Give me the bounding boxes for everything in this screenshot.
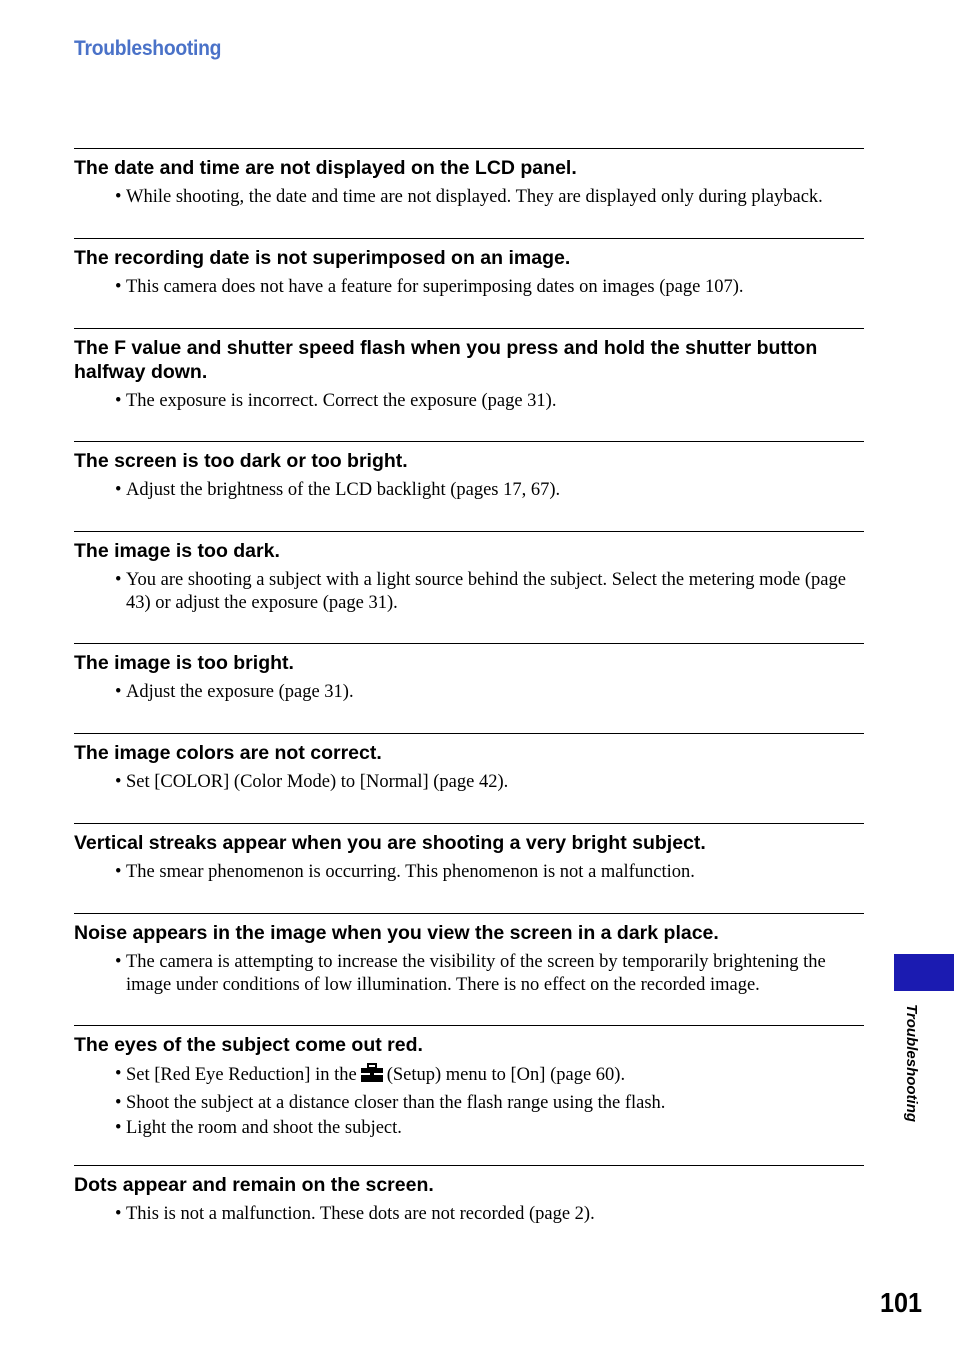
list-item: • The smear phenomenon is occurring. This phenomenon is not a malfunction.	[126, 861, 864, 884]
section-heading: Vertical streaks appear when you are shooting a very bright subject.	[74, 832, 706, 854]
section-screen-brightness	[74, 441, 864, 504]
list-item: • Adjust the exposure (page 31).	[126, 681, 864, 704]
list-item: • The camera is attempting to increase the visibility of the screen by temporarily brightening the image under conditions of low illumination. There is no effect on the recorded image.	[126, 951, 864, 997]
list-item: • Light the room and shoot the subject.	[126, 1117, 864, 1140]
list-item: • This is not a malfunction. These dots are not recorded (page 2).	[126, 1203, 864, 1226]
page-number: 101	[880, 1287, 923, 1318]
section-date-time	[74, 148, 864, 211]
list-item-text: Set [Red Eye Reduction] in the	[126, 1065, 357, 1085]
section-image-too-bright	[74, 643, 864, 706]
setup-toolbox-icon	[360, 1063, 384, 1090]
section-f-value	[74, 328, 864, 415]
side-tab-marker	[894, 954, 954, 991]
list-item: • Adjust the brightness of the LCD backlight (pages 17, 67).	[126, 479, 864, 502]
side-tab-label: Troubleshooting	[903, 1004, 920, 1123]
list-item: • While shooting, the date and time are not displayed. They are displayed only during playback.	[126, 186, 864, 209]
section-red-eye	[74, 1025, 864, 1142]
section-heading: The image colors are not correct.	[74, 742, 382, 764]
running-header-title: Troubleshooting	[74, 37, 222, 60]
section-heading: Noise appears in the image when you view the screen in a dark place.	[74, 922, 719, 944]
section-image-colors	[74, 733, 864, 796]
list-item	[126, 1063, 864, 1090]
section-heading: The eyes of the subject come out red.	[74, 1034, 423, 1056]
section-heading: The image is too dark.	[74, 540, 280, 562]
list-item: • This camera does not have a feature for superimposing dates on images (page 107).	[126, 276, 864, 299]
section-heading: The image is too bright.	[74, 652, 294, 674]
section-image-too-dark	[74, 531, 864, 617]
section-recording-date	[74, 238, 864, 301]
section-dots	[74, 1165, 864, 1228]
list-item: • Set [COLOR] (Color Mode) to [Normal] (page 42).	[126, 771, 864, 794]
section-vertical-streaks	[74, 823, 864, 886]
list-item: • The exposure is incorrect. Correct the exposure (page 31).	[126, 390, 864, 413]
section-heading: Dots appear and remain on the screen.	[74, 1174, 434, 1196]
list-item: • Shoot the subject at a distance closer than the flash range using the flash.	[126, 1092, 864, 1115]
section-heading: The recording date is not superimposed on an image.	[74, 247, 571, 269]
section-heading: The screen is too dark or too bright.	[74, 450, 408, 472]
list-item: • You are shooting a subject with a light source behind the subject. Select the metering mode (page 43) or adjust the exposure (page 31).	[126, 569, 864, 615]
section-heading: The date and time are not displayed on the LCD panel.	[74, 157, 577, 179]
section-noise	[74, 913, 864, 999]
section-heading: The F value and shutter speed flash when you press and hold the shutter button halfway down.	[74, 337, 818, 383]
list-item-text: (Setup) menu to [On] (page 60).	[386, 1065, 626, 1085]
